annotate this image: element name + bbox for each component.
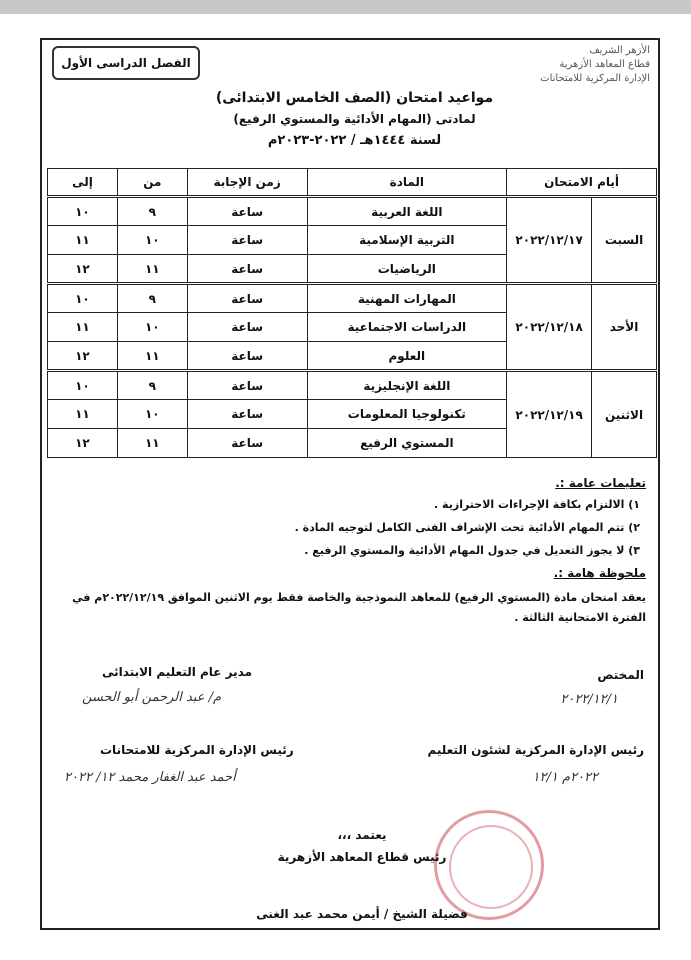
exam-head-label: رئيس الإدارة المركزية للامتحانات	[100, 743, 294, 757]
to-cell: ١٢	[48, 342, 118, 371]
logo-line: قطاع المعاهد الأزهرية	[559, 59, 650, 70]
from-cell: ١١	[117, 342, 187, 371]
note-title: ملحوظة هامة :.	[553, 566, 646, 580]
to-cell: ١١	[48, 226, 118, 255]
exam-date: ٢٠٢٢/١٢/١٧	[507, 197, 592, 284]
director-signature: م/ عبد الرحمن أبو الحسن	[82, 690, 222, 705]
to-cell: ١١	[48, 400, 118, 429]
specialist-label: المختص	[597, 668, 644, 682]
time-cell: ساعة	[187, 197, 307, 226]
from-cell: ٩	[117, 197, 187, 226]
time-cell: ساعة	[187, 429, 307, 458]
to-cell: ١١	[48, 313, 118, 342]
subject-cell: المستوي الرفيع	[307, 429, 507, 458]
exam-day: السبت	[592, 197, 657, 284]
table-header	[48, 169, 657, 197]
instruction-item: ٢) تتم المهام الأدائية تحت الإشراف الفنى الكامل لتوجيه المادة .	[294, 521, 640, 534]
time-cell: ساعة	[187, 342, 307, 371]
time-cell: ساعة	[187, 226, 307, 255]
subject-cell: اللغة الإنجليزية	[307, 371, 507, 400]
header-to: إلى	[48, 169, 118, 197]
subject-cell: الرياضيات	[307, 255, 507, 284]
time-cell: ساعة	[187, 255, 307, 284]
header-from: من	[117, 169, 187, 197]
exam-schedule-document	[40, 38, 660, 930]
table-row	[48, 371, 657, 400]
exam-date: ٢٠٢٢/١٢/١٩	[507, 371, 592, 458]
exam-date: ٢٠٢٢/١٢/١٨	[507, 284, 592, 371]
exam-day: الاثنين	[592, 371, 657, 458]
to-cell: ١٢	[48, 429, 118, 458]
to-cell: ١٠	[48, 284, 118, 313]
from-cell: ١٠	[117, 313, 187, 342]
from-cell: ٩	[117, 284, 187, 313]
subject-cell: الدراسات الاجتماعية	[307, 313, 507, 342]
director-label: مدير عام التعليم الابتدائى	[102, 665, 253, 679]
time-cell: ساعة	[187, 313, 307, 342]
header-days: أيام الامتحان	[507, 169, 657, 197]
top-bar	[0, 0, 691, 14]
from-cell: ١١	[117, 429, 187, 458]
subject-cell: تكنولوجيا المعلومات	[307, 400, 507, 429]
note-text: يعقد امتحان مادة (المستوي الرفيع) للمعاهد النموذجية والخاصة فقط يوم الاثنين الموافق ٢٠٢٢/١٢/١٩م في الفترة الامتحانية الثالثة .	[72, 591, 646, 624]
time-cell: ساعة	[187, 284, 307, 313]
instructions-title: تعليمات عامة :.	[555, 476, 646, 490]
edu-head-signature: ٢٠٢٢م ١٢/١	[532, 770, 598, 785]
header-subject: المادة	[307, 169, 507, 197]
term-box: الفصل الدراسى الأول	[52, 46, 200, 80]
table-row	[48, 284, 657, 313]
to-cell: ١٠	[48, 371, 118, 400]
page-title: مواعيد امتحان (الصف الخامس الابتدائى)	[215, 90, 494, 106]
table-row	[48, 197, 657, 226]
official-stamp	[434, 810, 544, 920]
instruction-item: ١) الالتزام بكافة الإجراءات الاحترازية .	[434, 498, 640, 511]
year-line: لسنة ١٤٤٤هـ / ٢٠٢٢-٢٠٢٣م	[267, 133, 442, 148]
to-cell: ١٠	[48, 197, 118, 226]
time-cell: ساعة	[187, 371, 307, 400]
logo-line: الإدارة المركزية للامتحانات	[540, 73, 650, 84]
sheikh-name: فضيلة الشيخ / أيمن محمد عبد الغنى	[256, 907, 468, 921]
schedule-table	[47, 168, 657, 458]
specialist-signature: ٢٠٢٢/١٢/١	[560, 692, 618, 707]
sector-head-label: رئيس قطاع المعاهد الأزهرية	[277, 850, 447, 864]
from-cell: ١٠	[117, 400, 187, 429]
exam-head-signature: أحمد عبد الغفار محمد ١٢/ ٢٠٢٢	[64, 770, 236, 785]
subject-cell: اللغة العربية	[307, 197, 507, 226]
subject-cell: المهارات المهنية	[307, 284, 507, 313]
subject-cell: العلوم	[307, 342, 507, 371]
logo-line: الأزهر الشريف	[589, 45, 650, 56]
subject-cell: التربية الإسلامية	[307, 226, 507, 255]
from-cell: ٩	[117, 371, 187, 400]
approve-label: يعتمد ،،،	[337, 828, 387, 842]
from-cell: ١٠	[117, 226, 187, 255]
azhar-logo-text	[500, 44, 650, 86]
time-cell: ساعة	[187, 400, 307, 429]
header-time: زمن الإجابة	[187, 169, 307, 197]
instruction-item: ٣) لا يجوز التعديل في جدول المهام الأدائية والمستوي الرفيع .	[304, 544, 640, 557]
from-cell: ١١	[117, 255, 187, 284]
exam-day: الأحد	[592, 284, 657, 371]
to-cell: ١٢	[48, 255, 118, 284]
subtitle: لمادتى (المهام الأدائية والمستوي الرفيع)	[233, 112, 476, 126]
edu-head-label: رئيس الإدارة المركزية لشئون التعليم	[427, 743, 644, 757]
